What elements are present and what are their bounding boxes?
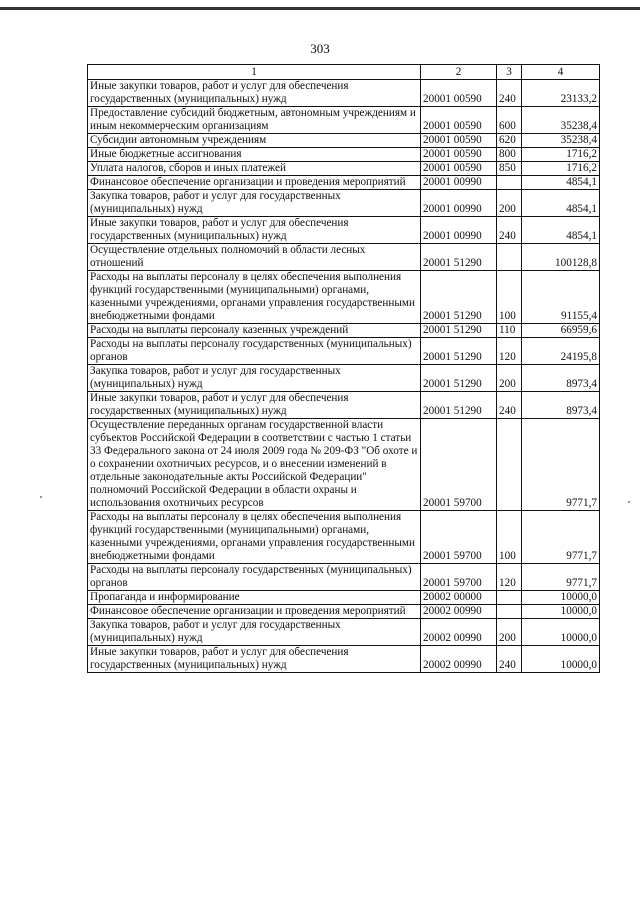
row-vr-cell	[497, 419, 522, 511]
row-code-cell: 20002 00990	[421, 605, 497, 619]
row-name-cell: Расходы на выплаты персоналу в целях обеспечения выполнения функций государственными (муниципальными) органами, казенными учреждениями, органами управления государственными внебюджетными фондами	[88, 271, 421, 324]
table-row	[88, 646, 600, 673]
budget-table	[87, 64, 600, 673]
column-header: 1	[88, 65, 421, 80]
row-vr-cell: 620	[497, 134, 522, 148]
page-number: 303	[310, 41, 330, 56]
table-row	[88, 591, 600, 605]
table-row	[88, 190, 600, 217]
table-row	[88, 419, 600, 511]
row-code-cell: 20001 00590	[421, 134, 497, 148]
row-code-cell: 20001 51290	[421, 365, 497, 392]
row-code-cell: 20002 00000	[421, 591, 497, 605]
row-amount-cell: 10000,0	[522, 605, 600, 619]
row-code-cell: 20001 00990	[421, 190, 497, 217]
table-row	[88, 217, 600, 244]
table-row	[88, 392, 600, 419]
table-row	[88, 338, 600, 365]
scan-speck	[40, 496, 42, 498]
row-name-cell: Закупка товаров, работ и услуг для государственных (муниципальных) нужд	[88, 619, 421, 646]
table-row	[88, 271, 600, 324]
row-vr-cell: 240	[497, 392, 522, 419]
row-vr-cell: 120	[497, 564, 522, 591]
row-code-cell: 20001 51290	[421, 244, 497, 271]
row-amount-cell: 9771,7	[522, 564, 600, 591]
row-amount-cell: 23133,2	[522, 80, 600, 107]
row-vr-cell: 200	[497, 190, 522, 217]
table-header-row	[88, 65, 600, 80]
row-code-cell: 20001 59700	[421, 419, 497, 511]
row-name-cell: Расходы на выплаты персоналу государственных (муниципальных) органов	[88, 338, 421, 365]
row-vr-cell: 200	[497, 619, 522, 646]
row-vr-cell: 240	[497, 80, 522, 107]
row-vr-cell: 120	[497, 338, 522, 365]
row-name-cell: Закупка товаров, работ и услуг для государственных (муниципальных) нужд	[88, 190, 421, 217]
row-code-cell: 20001 00590	[421, 148, 497, 162]
scan-speck	[628, 501, 630, 503]
table-row	[88, 244, 600, 271]
row-vr-cell: 800	[497, 148, 522, 162]
table-row	[88, 148, 600, 162]
row-code-cell: 20001 00590	[421, 162, 497, 176]
row-code-cell: 20001 51290	[421, 271, 497, 324]
row-name-cell: Пропаганда и информирование	[88, 591, 421, 605]
row-name-cell: Иные закупки товаров, работ и услуг для обеспечения государственных (муниципальных) нужд	[88, 392, 421, 419]
row-name-cell: Осуществление переданных органам государственной власти субъектов Российской Федерации в соответствии с частью 1 статьи 33 Федерального закона от 24 июля 2009 года № 209-ФЗ "Об охоте и о сохранении охотничьих ресурсов, и о внесении изменений в отдельные законодательные акты Российской Федерации" полномочий Российской Федерации в области охраны и использования охотничьих ресурсов	[88, 419, 421, 511]
table-row	[88, 564, 600, 591]
table-row	[88, 162, 600, 176]
table-row	[88, 176, 600, 190]
row-vr-cell: 850	[497, 162, 522, 176]
row-name-cell: Финансовое обеспечение организации и проведения мероприятий	[88, 605, 421, 619]
row-amount-cell: 100128,8	[522, 244, 600, 271]
row-name-cell: Иные закупки товаров, работ и услуг для обеспечения государственных (муниципальных) нужд	[88, 217, 421, 244]
column-header: 4	[522, 65, 600, 80]
table-row	[88, 605, 600, 619]
top-border-line	[0, 7, 640, 10]
row-name-cell: Расходы на выплаты персоналу в целях обеспечения выполнения функций государственными (муниципальными) органами, казенными учреждениями, органами управления государственными внебюджетными фондами	[88, 511, 421, 564]
row-code-cell: 20002 00990	[421, 646, 497, 673]
row-vr-cell: 240	[497, 217, 522, 244]
row-name-cell: Субсидии автономным учреждениям	[88, 134, 421, 148]
row-amount-cell: 10000,0	[522, 646, 600, 673]
table-row	[88, 511, 600, 564]
row-code-cell: 20001 00990	[421, 176, 497, 190]
table-row	[88, 619, 600, 646]
row-code-cell: 20001 00590	[421, 80, 497, 107]
row-amount-cell: 91155,4	[522, 271, 600, 324]
row-amount-cell: 1716,2	[522, 162, 600, 176]
row-code-cell: 20001 51290	[421, 324, 497, 338]
row-name-cell: Иные закупки товаров, работ и услуг для обеспечения государственных (муниципальных) нужд	[88, 646, 421, 673]
row-name-cell: Уплата налогов, сборов и иных платежей	[88, 162, 421, 176]
column-header: 3	[497, 65, 522, 80]
table-row	[88, 324, 600, 338]
row-amount-cell: 35238,4	[522, 134, 600, 148]
row-amount-cell: 4854,1	[522, 176, 600, 190]
row-name-cell: Финансовое обеспечение организации и проведения мероприятий	[88, 176, 421, 190]
row-amount-cell: 4854,1	[522, 217, 600, 244]
row-vr-cell: 200	[497, 365, 522, 392]
row-name-cell: Иные бюджетные ассигнования	[88, 148, 421, 162]
row-amount-cell: 9771,7	[522, 419, 600, 511]
row-code-cell: 20001 59700	[421, 511, 497, 564]
row-name-cell: Осуществление отдельных полномочий в области лесных отношений	[88, 244, 421, 271]
row-amount-cell: 66959,6	[522, 324, 600, 338]
row-name-cell: Предоставление субсидий бюджетным, автономным учреждениям и иным некоммерческим организациям	[88, 107, 421, 134]
row-vr-cell: 100	[497, 511, 522, 564]
row-name-cell: Закупка товаров, работ и услуг для государственных (муниципальных) нужд	[88, 365, 421, 392]
row-name-cell: Иные закупки товаров, работ и услуг для обеспечения государственных (муниципальных) нужд	[88, 80, 421, 107]
row-amount-cell: 8973,4	[522, 392, 600, 419]
row-amount-cell: 8973,4	[522, 365, 600, 392]
row-code-cell: 20001 51290	[421, 392, 497, 419]
row-code-cell: 20001 00590	[421, 107, 497, 134]
row-vr-cell	[497, 176, 522, 190]
row-amount-cell: 24195,8	[522, 338, 600, 365]
row-name-cell: Расходы на выплаты персоналу казенных учреждений	[88, 324, 421, 338]
row-vr-cell: 100	[497, 271, 522, 324]
row-code-cell: 20001 00990	[421, 217, 497, 244]
row-vr-cell	[497, 591, 522, 605]
row-code-cell: 20002 00990	[421, 619, 497, 646]
row-amount-cell: 4854,1	[522, 190, 600, 217]
row-amount-cell: 10000,0	[522, 591, 600, 605]
row-name-cell: Расходы на выплаты персоналу государственных (муниципальных) органов	[88, 564, 421, 591]
table-row	[88, 365, 600, 392]
table-row	[88, 134, 600, 148]
row-code-cell: 20001 51290	[421, 338, 497, 365]
table-row	[88, 80, 600, 107]
row-amount-cell: 35238,4	[522, 107, 600, 134]
row-vr-cell: 240	[497, 646, 522, 673]
table-row	[88, 107, 600, 134]
row-vr-cell	[497, 244, 522, 271]
row-vr-cell	[497, 605, 522, 619]
row-amount-cell: 1716,2	[522, 148, 600, 162]
row-vr-cell: 110	[497, 324, 522, 338]
row-vr-cell: 600	[497, 107, 522, 134]
column-header: 2	[421, 65, 497, 80]
row-amount-cell: 9771,7	[522, 511, 600, 564]
row-code-cell: 20001 59700	[421, 564, 497, 591]
row-amount-cell: 10000,0	[522, 619, 600, 646]
